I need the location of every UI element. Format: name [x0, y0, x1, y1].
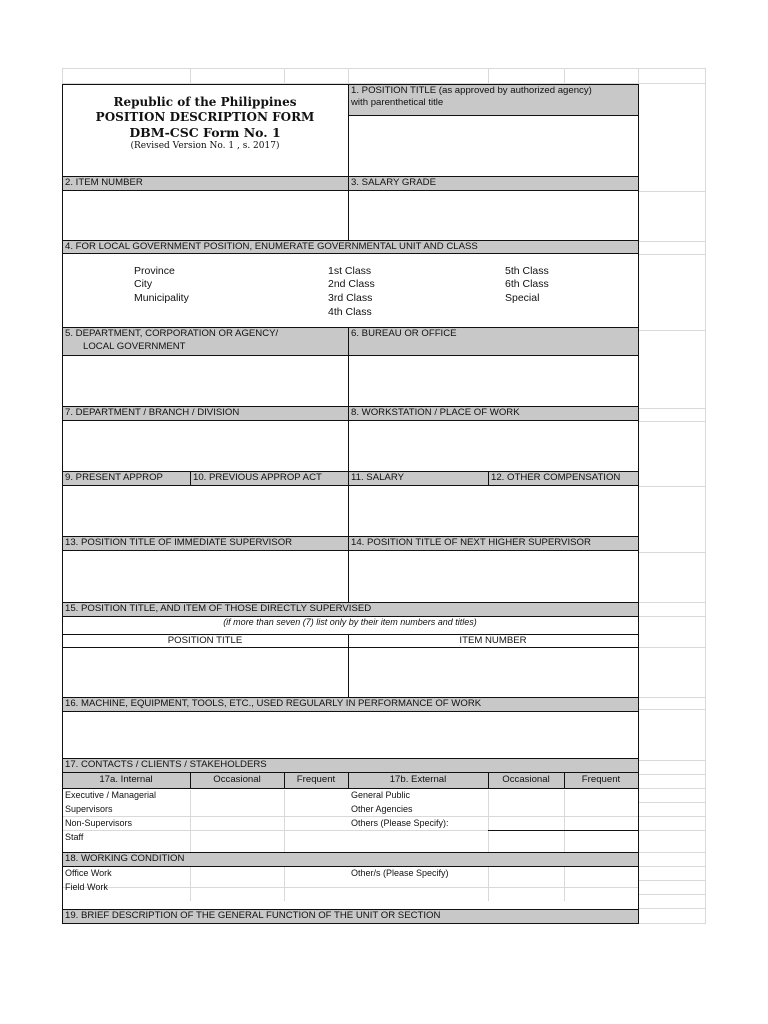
- form-number: DBM-CSC Form No. 1: [129, 125, 281, 140]
- label-directly-supervised: 15. POSITION TITLE, AND ITEM OF THOSE DIRECTLY SUPERVISED: [65, 603, 372, 614]
- contacts-internal-frequent: Frequent: [296, 774, 336, 785]
- department-input[interactable]: [63, 356, 348, 406]
- working-field-work: Field Work: [65, 882, 108, 892]
- contacts-external-occasional: Occasional: [502, 774, 550, 785]
- label-department: 5. DEPARTMENT, CORPORATION OR AGENCY/: [65, 328, 279, 339]
- label-position-title-sub: with parenthetical title: [351, 97, 444, 108]
- lgu-class-2nd: 2nd Class: [328, 278, 375, 290]
- contact-external-others: Others (Please Specify):: [351, 818, 449, 828]
- item-number-input[interactable]: [63, 191, 348, 240]
- label-present-approp: 9. PRESENT APPROP: [65, 472, 163, 483]
- lgu-class-1st: 1st Class: [328, 265, 372, 277]
- label-working-condition: 18. WORKING CONDITION: [65, 853, 185, 864]
- contact-external-agencies: Other Agencies: [351, 804, 413, 814]
- label-branch: 7. DEPARTMENT / BRANCH / DIVISION: [65, 407, 240, 418]
- contact-internal-executive: Executive / Managerial: [65, 790, 157, 800]
- supervised-item-input[interactable]: [349, 648, 638, 697]
- lgu-class-special: Special: [505, 292, 540, 304]
- label-salary-grade: 3. SALARY GRADE: [351, 177, 436, 188]
- label-brief-description: 19. BRIEF DESCRIPTION OF THE GENERAL FUNCTION OF THE UNIT OR SECTION: [65, 910, 441, 921]
- working-office-work: Office Work: [65, 868, 112, 878]
- supervised-position-input[interactable]: [63, 648, 348, 697]
- label-lgu: 4. FOR LOCAL GOVERNMENT POSITION, ENUMERATE GOVERNMENTAL UNIT AND CLASS: [65, 241, 478, 252]
- supervised-note: (if more than seven (7) list only by their item numbers and titles): [223, 617, 477, 627]
- label-position-title: 1. POSITION TITLE (as approved by authorized agency): [351, 85, 592, 96]
- col-position-title: POSITION TITLE: [167, 635, 243, 646]
- contacts-internal-occasional: Occasional: [213, 774, 261, 785]
- machines-input[interactable]: [63, 712, 638, 758]
- next-supervisor-input[interactable]: [349, 551, 638, 602]
- branch-input[interactable]: [63, 421, 348, 471]
- label-machines: 16. MACHINE, EQUIPMENT, TOOLS, ETC., USED REGULARLY IN PERFORMANCE OF WORK: [65, 698, 482, 709]
- lgu-class-3rd: 3rd Class: [328, 292, 373, 304]
- lgu-unit-province: Province: [134, 265, 175, 277]
- position-title-input[interactable]: [349, 116, 638, 176]
- label-bureau: 6. BUREAU OR OFFICE: [351, 328, 457, 339]
- form-republic: Republic of the Philippines: [113, 95, 297, 109]
- form-name: POSITION DESCRIPTION FORM: [95, 110, 315, 124]
- salary-grade-input[interactable]: [349, 191, 638, 240]
- lgu-class-4th: 4th Class: [328, 306, 372, 318]
- contact-internal-non-supervisors: Non-Supervisors: [65, 818, 133, 828]
- label-previous-approp: 10. PREVIOUS APPROP ACT: [193, 472, 322, 483]
- workstation-input[interactable]: [349, 421, 638, 471]
- label-other-compensation: 12. OTHER COMPENSATION: [491, 472, 621, 483]
- label-workstation: 8. WORKSTATION / PLACE OF WORK: [351, 407, 520, 418]
- contact-external-public: General Public: [351, 790, 411, 800]
- contact-internal-supervisors: Supervisors: [65, 804, 113, 814]
- label-immediate-supervisor: 13. POSITION TITLE OF IMMEDIATE SUPERVISOR: [65, 537, 293, 548]
- contacts-external-frequent: Frequent: [581, 774, 621, 785]
- form-revision: (Revised Version No. 1 , s. 2017): [130, 141, 280, 151]
- lgu-unit-municipality: Municipality: [134, 292, 189, 304]
- working-others: Other/s (Please Specify): [351, 868, 449, 878]
- label-department-line2: LOCAL GOVERNMENT: [83, 341, 186, 352]
- contacts-internal-header: 17a. Internal: [99, 774, 153, 785]
- contact-internal-staff: Staff: [65, 832, 84, 842]
- label-salary: 11. SALARY: [351, 472, 404, 483]
- approp-input[interactable]: [63, 486, 348, 536]
- position-description-form: [62, 68, 706, 924]
- label-next-supervisor: 14. POSITION TITLE OF NEXT HIGHER SUPERVISOR: [351, 537, 591, 548]
- immediate-supervisor-input[interactable]: [63, 551, 348, 602]
- lgu-class-5th: 5th Class: [505, 265, 549, 277]
- label-item-number: 2. ITEM NUMBER: [65, 177, 143, 188]
- salary-input[interactable]: [349, 486, 638, 536]
- lgu-class-6th: 6th Class: [505, 278, 549, 290]
- col-item-number: ITEM NUMBER: [459, 635, 527, 646]
- contacts-external-header: 17b. External: [389, 774, 447, 785]
- lgu-unit-city: City: [134, 278, 153, 290]
- label-contacts: 17. CONTACTS / CLIENTS / STAKEHOLDERS: [65, 759, 267, 770]
- bureau-input[interactable]: [349, 356, 638, 406]
